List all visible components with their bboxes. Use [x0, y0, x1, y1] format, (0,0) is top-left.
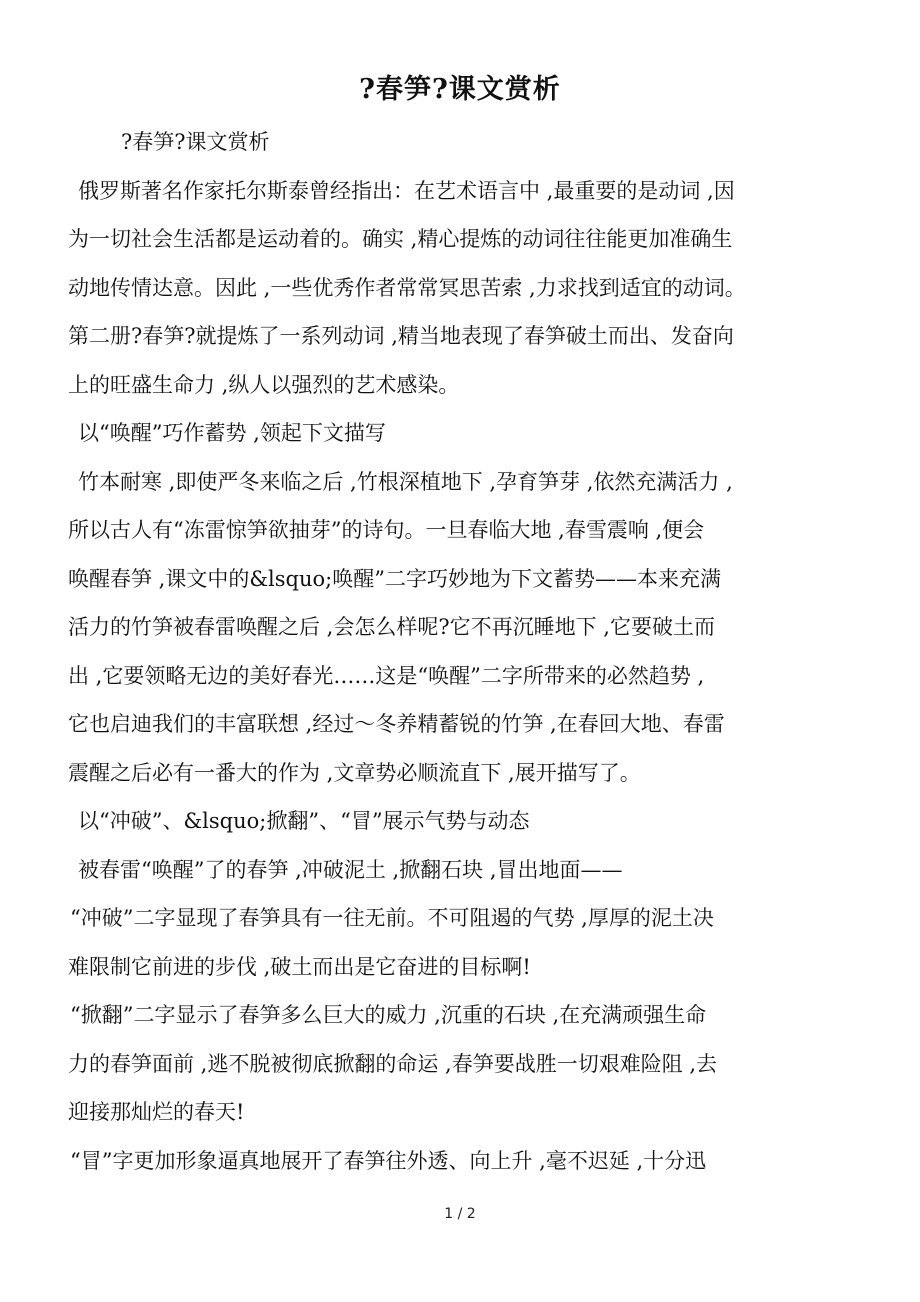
paragraph-line: 它也启迪我们的丰富联想 ,经过～冬养精蓄锐的竹笋 ,在春回大地、春雷: [68, 712, 725, 736]
paragraph-line: 被春雷“唤醒”了的春笋 ,冲破泥土 ,掀翻石块 ,冒出地面——: [78, 857, 623, 882]
document-title: ?春笋?课文赏析: [359, 74, 561, 105]
paragraph-line: 第二册?春笋?就提炼了一系列动词 ,精当地表现了春笋破土而出、发奋向: [68, 324, 734, 348]
paragraph-line: 迎接那灿烂的春天!: [68, 1100, 245, 1124]
section-heading: 以“唤醒”巧作蓄势 ,领起下文描写: [78, 421, 386, 445]
paragraph-line: 震醒之后必有一番大的作为 ,文章势必顺流直下 ,展开描写了。: [68, 760, 641, 785]
paragraph-line: “冲破”二字显现了春笋具有一往无前。不可阻遏的气势 ,厚厚的泥土决: [70, 906, 714, 930]
paragraph-line: 为一切社会生活都是运动着的。确实 ,精心提炼的动词往往能更加准确生: [68, 227, 733, 251]
paragraph-line: 动地传情达意。因此 ,一些优秀作者常常冥思苦索 ,力求找到适宜的动词。: [68, 275, 746, 300]
paragraph-line: 难限制它前进的步伐 ,破土而出是它奋进的目标啊!: [68, 954, 531, 979]
paragraph-line: 上的旺盛生命力 ,纵人以强烈的艺术感染。: [68, 372, 460, 397]
paragraph-line: 竹本耐寒 ,即使严冬来临之后 ,竹根深植地下 ,孕育笋芽 ,依然充满活力 ,: [78, 469, 733, 494]
paragraph-line: 俄罗斯著名作家托尔斯泰曾经指出：在艺术语言中 ,最重要的是动词 ,因: [78, 178, 735, 203]
paragraph-line: “掀翻”二字显示了春笋多么巨大的威力 ,沉重的石块 ,在充满顽强生命: [70, 1003, 707, 1027]
document-body: [68, 118, 888, 1185]
paragraph-line: “冒”字更加形象逼真地展开了春笋往外透、向上升 ,毫不迟延 ,十分迅: [70, 1148, 707, 1173]
subtitle-line: ?春笋?课文赏析: [121, 130, 270, 154]
section-heading: 以“冲破”、&lsquo;掀翻”、“冒”展示气势与动态: [78, 809, 530, 833]
paragraph-line: 所以古人有“冻雷惊笋欲抽芽”的诗句。一旦春临大地 ,春雪震响 ,便会: [68, 518, 705, 542]
page-number: 1 / 2: [444, 1206, 476, 1222]
paragraph-line: 力的春笋面前 ,逃不脱被彻底掀翻的命运 ,春笋要战胜一切艰难险阻 ,去: [68, 1051, 718, 1076]
paragraph-line: 唤醒春笋 ,课文中的&lsquo;唤醒”二字巧妙地为下文蓄势——本来充满: [68, 566, 721, 591]
paragraph-line: 活力的竹笋被春雷唤醒之后 ,会怎么样呢?它不再沉睡地下 ,它要破土而: [68, 615, 715, 639]
paragraph-line: 出 ,它要领略无边的美好春光……这是“唤醒”二字所带来的必然趋势 ,: [68, 663, 705, 688]
